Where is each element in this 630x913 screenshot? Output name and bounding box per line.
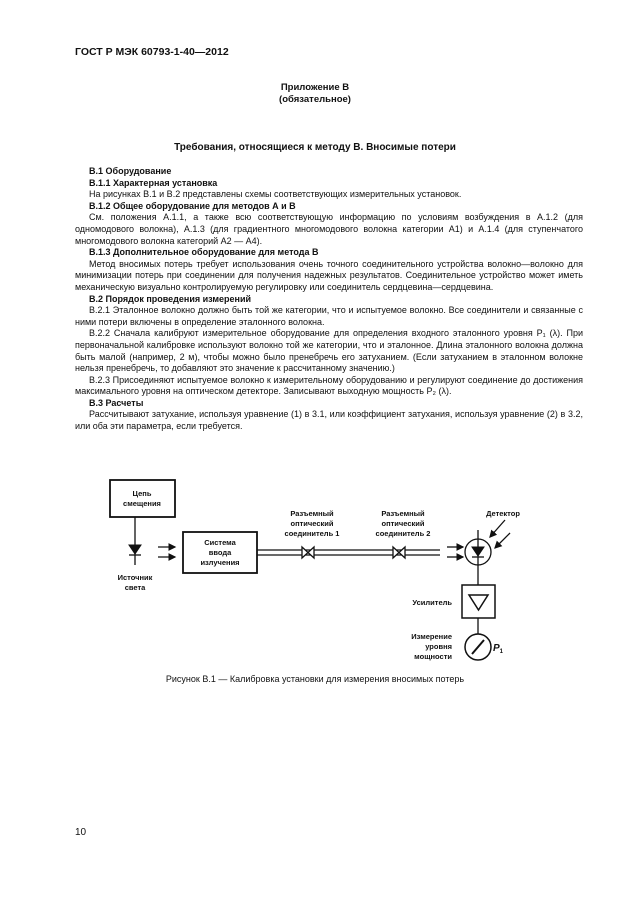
- light-source-diode-icon: [129, 545, 141, 554]
- detector-diode-icon: [472, 547, 484, 556]
- connector-2-label: Разъемный: [381, 509, 425, 518]
- connector-2-label: оптический: [381, 519, 425, 528]
- paragraph: См. положения А.1.1, а также всю соответствующую информацию по условиям возбуждения в А.1.2 (для одномодового волокна), А.1.3 (для градиентного многомодового волокна категории А1) и А.1.4 (для ступенчатого многомодового волокна категорий А2 — А4).: [75, 212, 583, 246]
- p1-label: $P_1$: [493, 643, 504, 655]
- launch-system-label: излучения: [200, 558, 240, 567]
- connector-1-label: оптический: [290, 519, 334, 528]
- heading-b3: В.3 Расчеты: [89, 397, 144, 408]
- paragraph: Метод вносимых потерь требует использования очень точного соединительного устройства волокно—волокно для минимизации потерь при соединении для получения надежных результатов. Соединительное устройство может иметь механическую визуально контролируемую регулировку или соединитель сердцевина—сердцевина.: [75, 258, 583, 292]
- heading-b2: В.2 Порядок проведения измерений: [89, 293, 252, 304]
- paragraph: В.2.3 Присоединяют испытуемое волокно к измерительному оборудованию и регулируют соединение до достижения максимального уровня на оптическом детекторе. Записывают выходную мощность P₂ (λ).: [75, 374, 583, 397]
- heading-b12: В.1.2 Общее оборудование для методов А и В: [89, 200, 296, 211]
- launch-system-label: Система: [204, 538, 236, 547]
- annex-title: Приложение В: [280, 82, 350, 93]
- heading-b1: В.1 Оборудование: [89, 166, 172, 176]
- page-number: 10: [75, 827, 87, 838]
- paragraph: В.2.2 Сначала калибруют измерительное оборудование для определения входного эталонного уровня P₁ (λ). При первоначальной калибровке используют волокно той же категории, что и эталонное. Длина эталонного волокна должна быть малой (например, 2 м), чтобы можно было пренебречь его затуханием. (Если затуханием в эталонном волокне нельзя пренебречь, то добавляют это значение к рассчитанному значению.): [75, 328, 583, 374]
- heading-b13: В.1.3 Дополнительное оборудование для метода В: [89, 247, 319, 258]
- figure-caption: Рисунок В.1 — Калибровка установки для измерения вносимых потерь: [165, 674, 465, 684]
- light-source-label: света: [124, 583, 146, 592]
- amplifier-label: Усилитель: [412, 598, 452, 607]
- connector-2-icon: [393, 547, 405, 558]
- detector-label: Детектор: [486, 509, 520, 518]
- meter-needle-icon: [472, 640, 484, 654]
- heading-b11: В.1.1 Характерная установка: [89, 177, 218, 188]
- bias-circuit-label: Цепь: [132, 489, 152, 498]
- paragraph: Рассчитывают затухание, используя уравнение (1) в 3.1, или коэффициент затухания, используя уравнение (2) в 3.2, или оба эти параметра, если требуется.: [75, 409, 583, 432]
- amplifier-icon: [469, 595, 488, 610]
- light-source-label: Источник: [117, 573, 153, 582]
- amplifier-box: [462, 585, 495, 618]
- paragraph: В.2.1 Эталонное волокно должно быть той же категории, что и испытуемое волокно. Все соединители и связанные с ними потери включены в определение эталонного волокна.: [75, 305, 583, 327]
- power-meter-label: Измерение: [411, 632, 452, 641]
- document-header: ГОСТ Р МЭК 60793-1-40—2012: [75, 46, 229, 58]
- bias-circuit-label: смещения: [123, 499, 161, 508]
- connector-1-label: Разъемный: [290, 509, 334, 518]
- connector-1-icon: [302, 547, 314, 558]
- power-meter-label: мощности: [414, 652, 452, 661]
- annex-status: (обязательное): [279, 94, 351, 105]
- connector-2-label: соединитель 2: [375, 529, 431, 538]
- launch-system-label: ввода: [208, 548, 232, 557]
- paragraph: На рисунках В.1 и В.2 представлены схемы соответствующих измерительных установок.: [89, 189, 462, 200]
- power-meter-label: уровня: [425, 642, 452, 651]
- connector-1-label: соединитель 1: [284, 529, 340, 538]
- section-title: Требования, относящиеся к методу В. Вносимые потери: [174, 142, 456, 153]
